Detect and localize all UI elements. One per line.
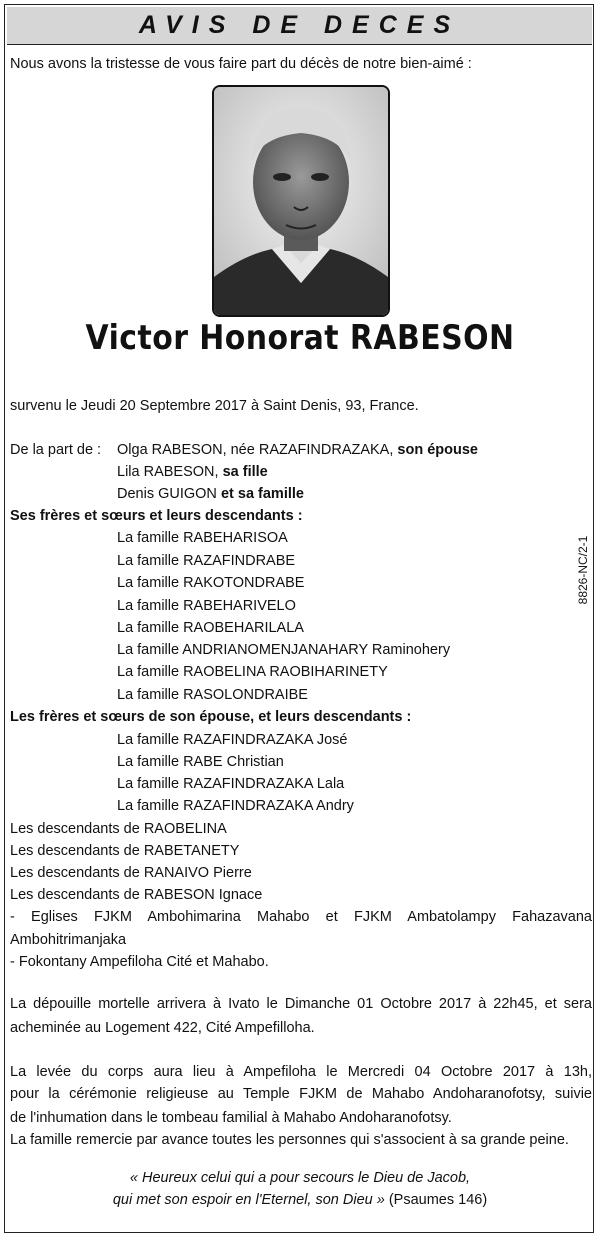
quote-text: « Heureux celui qui a pour secours le Dieu de Jacob, (129, 1170, 471, 1186)
quote-line (0, 1167, 600, 1189)
family-member-name: Denis GUIGON (117, 486, 217, 502)
death-notice: survenu le Jeudi 20 Septembre 2017 à Saint Denis, 93, France. (10, 398, 419, 414)
thanks-line: La famille remercie par avance toutes les personnes qui s'associent à sa grande peine. (10, 1132, 569, 1148)
arrival-line-continued: acheminée au Logement 422, Cité Ampefilloha. (10, 1020, 315, 1036)
churches-line: - Eglises FJKM Ambohimarina Mahabo et FJKM Ambatolampy Fahazavana (10, 909, 592, 925)
page-title: AVIS DE DECES (138, 11, 461, 39)
descendants-line: Les descendants de RABETANETY (10, 843, 240, 859)
deceased-name: Victor Honorat RABESON (85, 318, 515, 358)
arrival-line: La dépouille mortelle arrivera à Ivato le Dimanche 01 Octobre 2017 à 22h45, et sera (10, 996, 592, 1012)
family-member (117, 463, 268, 481)
ceremony-line: La levée du corps aura lieu à Ampefiloha le Mercredi 04 Octobre 2017 à 13h, (10, 1064, 592, 1080)
side-reference (573, 530, 593, 610)
spouse-siblings-heading: Les frères et sœurs de son épouse, et leurs descendants : (10, 709, 412, 725)
family-member-name: Olga RABESON, née RAZAFINDRAZAKA, (117, 442, 394, 458)
sibling-family: La famille RASOLONDRAIBE (117, 687, 308, 703)
ceremony-line: pour la cérémonie religieuse au Temple FJKM de Mahabo Andoharanofotsy, suivie (10, 1086, 592, 1102)
quote-reference: (Psaumes 146) (388, 1192, 488, 1208)
family-member (117, 441, 478, 459)
siblings-heading: Ses frères et sœurs et leurs descendants : (10, 508, 303, 524)
sibling-family: La famille ANDRIANOMENJANAHARY Raminohery (117, 642, 451, 658)
sibling-family: La famille RABEHARISOA (117, 530, 288, 546)
ceremony-line-last: de l'inhumation dans le tombeau familial à Mahabo Andoharanofotsy. (10, 1110, 452, 1126)
family-member-relation: et sa famille (220, 486, 304, 502)
spouse-sibling-family: La famille RAZAFINDRAZAKA Andry (117, 798, 354, 814)
side-reference-text: 8826-NC/2-1 (576, 535, 590, 605)
title-bar (7, 7, 592, 45)
quote-text: qui met son espoir en l'Eternel, son Dieu » (112, 1192, 385, 1208)
family-member-name: Lila RABESON, (117, 464, 219, 480)
fokontany-line: - Fokontany Ampefiloha Cité et Mahabo. (10, 954, 269, 970)
portrait-photo (212, 85, 390, 317)
descendants-line: Les descendants de RAOBELINA (10, 821, 227, 837)
sibling-family: La famille RABEHARIVELO (117, 598, 296, 614)
family-member (117, 485, 304, 503)
spouse-sibling-family: La famille RAZAFINDRAZAKA José (117, 732, 348, 748)
spouse-sibling-family: La famille RAZAFINDRAZAKA Lala (117, 776, 345, 792)
sibling-family: La famille RAKOTONDRABE (117, 575, 305, 591)
spouse-sibling-family: La famille RABE Christian (117, 754, 284, 770)
sibling-family: La famille RAZAFINDRABE (117, 553, 296, 569)
descendants-line: Les descendants de RANAIVO Pierre (10, 865, 252, 881)
portrait-image (214, 87, 388, 315)
descendants-line: Les descendants de RABESON Ignace (10, 887, 263, 903)
family-member-relation: son épouse (397, 442, 478, 458)
quote-line (0, 1189, 600, 1211)
family-member-relation: sa fille (222, 464, 268, 480)
churches-line-continued: Ambohitrimanjaka (10, 932, 127, 948)
sibling-family: La famille RAOBELINA RAOBIHARINETY (117, 664, 388, 680)
sibling-family: La famille RAOBEHARILALA (117, 620, 304, 636)
intro-text: Nous avons la tristesse de vous faire part du décès de notre bien-aimé : (10, 56, 472, 72)
from-label: De la part de : (10, 442, 102, 458)
